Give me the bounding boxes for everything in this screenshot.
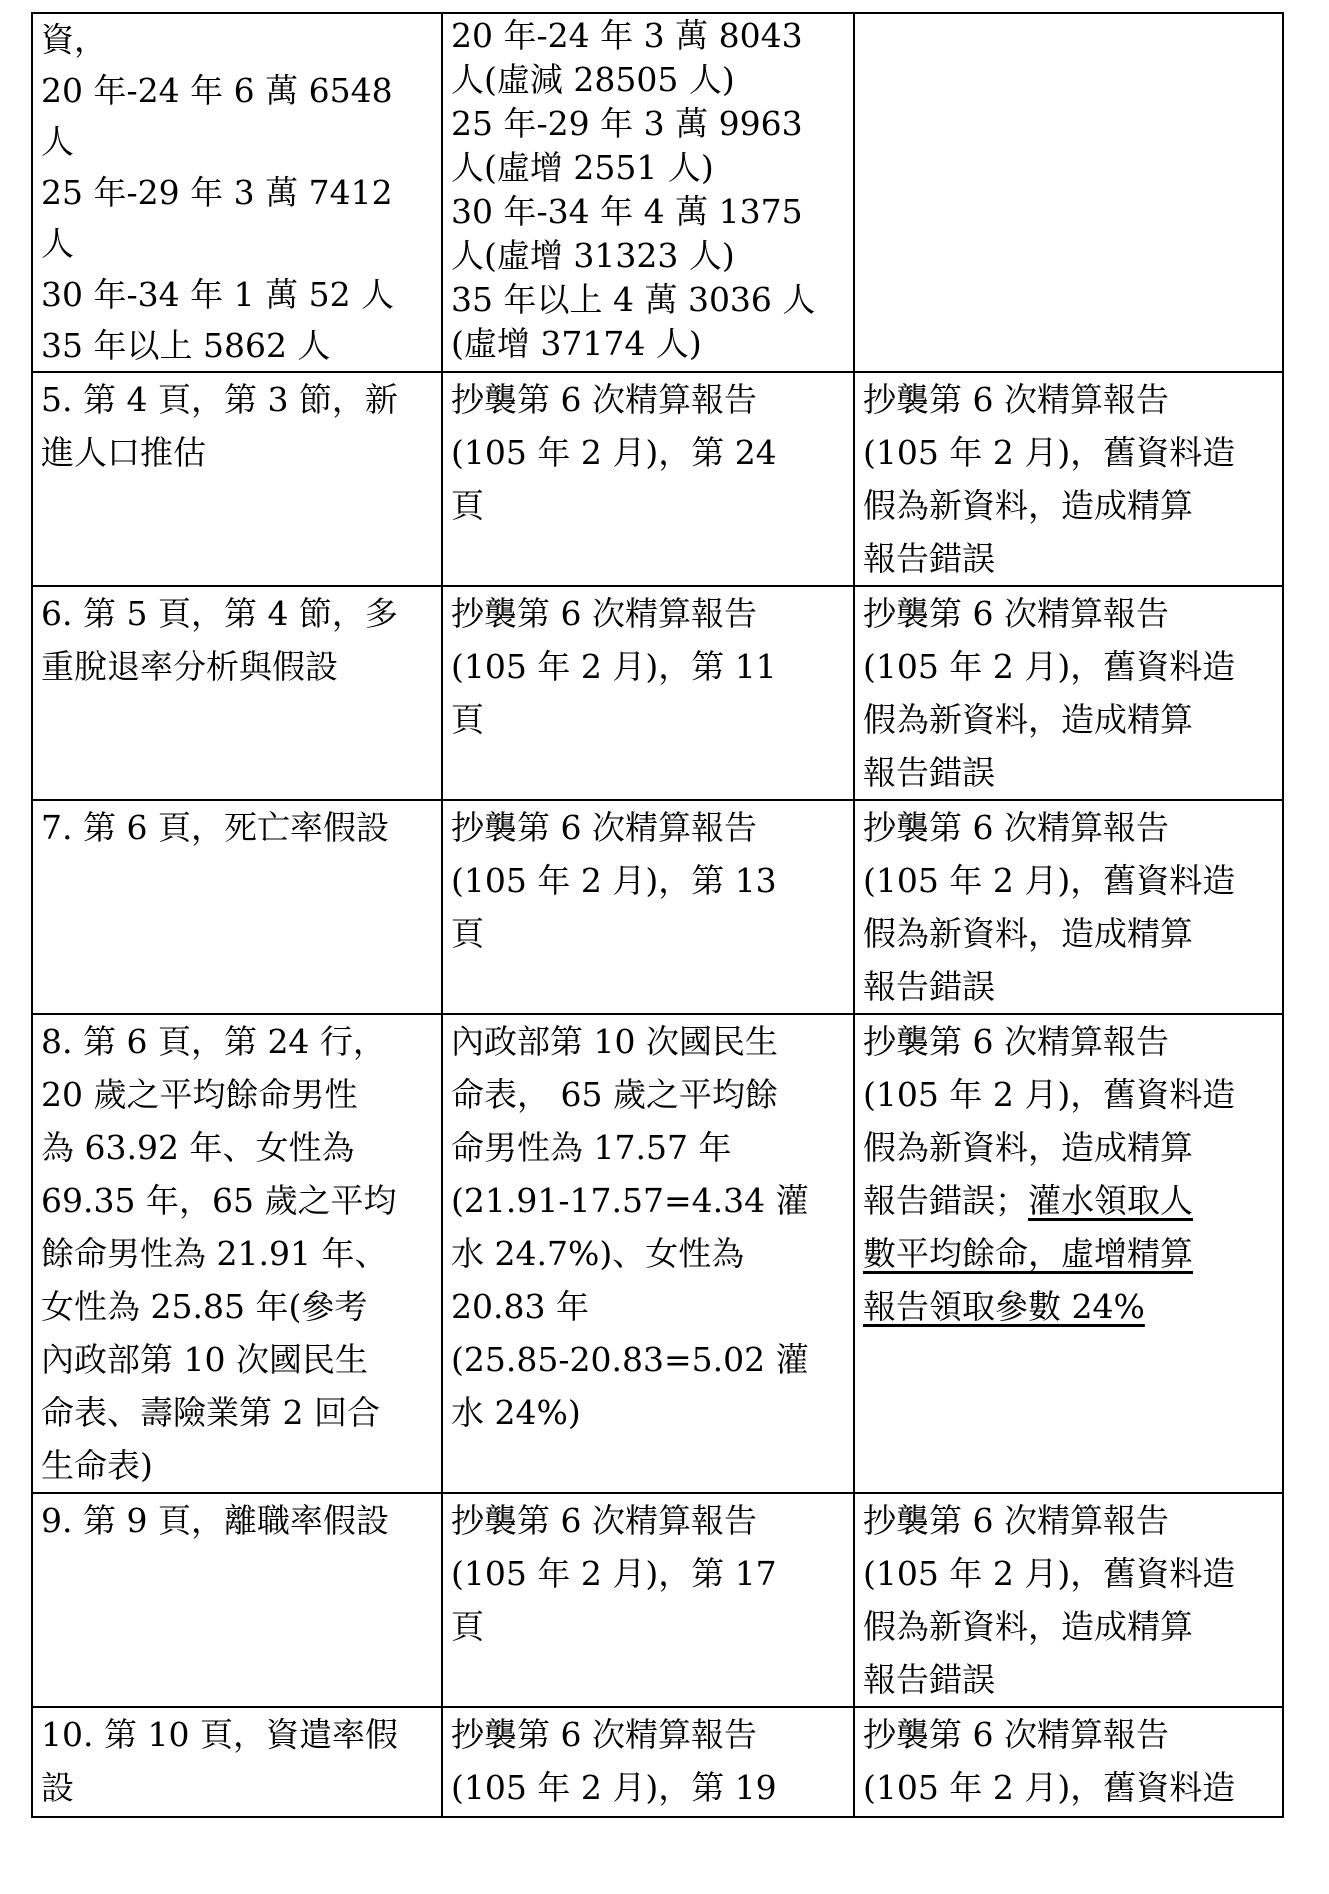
cell-remark <box>854 1493 1283 1707</box>
cell-reference <box>442 1014 854 1493</box>
cell-line: (105 年 2 月)，舊資料造 <box>863 647 1236 686</box>
cell-line: 10. 第 10 頁，資遣率假 <box>41 1715 398 1754</box>
cell-line: (105 年 2 月)，第 11 <box>451 647 777 686</box>
cell-line: (105 年 2 月)，舊資料造 <box>863 861 1236 900</box>
cell-reference <box>442 13 854 372</box>
cell-line: (105 年 2 月)，舊資料造 <box>863 1075 1236 1114</box>
cell-line: 報告錯誤 <box>863 1660 995 1699</box>
cell-line: 假為新資料，造成精算 <box>863 1128 1193 1167</box>
cell-line: 頁 <box>451 1607 484 1646</box>
cell-line: 9. 第 9 頁，離職率假設 <box>41 1501 389 1540</box>
cell-line: 頁 <box>451 700 484 739</box>
cell-line: 假為新資料，造成精算 <box>863 914 1193 953</box>
cell-line: (25.85-20.83=5.02 灌 <box>451 1340 809 1379</box>
cell-line: 35 年以上 4 萬 3036 人 <box>451 280 816 319</box>
cell-line: 20 歲之平均餘命男性 <box>41 1075 358 1114</box>
cell-line: 抄襲第 6 次精算報告 <box>451 1715 757 1754</box>
cell-line: 抄襲第 6 次精算報告 <box>451 1501 757 1540</box>
cell-line: 抄襲第 6 次精算報告 <box>451 594 757 633</box>
cell-line-mixed <box>863 1174 1276 1227</box>
cell-line: (虛增 37174 人) <box>451 324 702 363</box>
cell-line: 8. 第 6 頁，第 24 行， <box>41 1022 386 1061</box>
cell-reference <box>442 800 854 1014</box>
cell-item <box>32 1707 442 1817</box>
cell-line: 35 年以上 5862 人 <box>41 326 331 365</box>
cell-line: 人 <box>41 224 74 263</box>
underlined-line: 報告領取參數 24% <box>863 1287 1145 1326</box>
cell-line: 人(虛減 28505 人) <box>451 60 735 99</box>
cell-item <box>32 1493 442 1707</box>
cell-reference <box>442 372 854 586</box>
cell-line: 報告錯誤 <box>863 539 995 578</box>
cell-line: 水 24.7%)、女性為 <box>451 1234 745 1273</box>
cell-line: 20.83 年 <box>451 1287 589 1326</box>
cell-line: 假為新資料，造成精算 <box>863 486 1193 525</box>
cell-line: 抄襲第 6 次精算報告 <box>451 808 757 847</box>
table-row <box>32 372 1283 586</box>
table-row <box>32 1493 1283 1707</box>
cell-item <box>32 372 442 586</box>
cell-remark <box>854 13 1283 372</box>
cell-line: 7. 第 6 頁，死亡率假設 <box>41 808 389 847</box>
cell-line: 重脫退率分析與假設 <box>41 647 338 686</box>
table-row <box>32 1707 1283 1817</box>
cell-line: 人 <box>41 122 74 161</box>
cell-reference <box>442 1493 854 1707</box>
cell-item <box>32 586 442 800</box>
cell-line: 內政部第 10 次國民生 <box>41 1340 368 1379</box>
cell-line: 抄襲第 6 次精算報告 <box>863 594 1169 633</box>
cell-line: 假為新資料，造成精算 <box>863 1607 1193 1646</box>
cell-remark <box>854 372 1283 586</box>
cell-remark <box>854 800 1283 1014</box>
cell-line: 25 年-29 年 3 萬 9963 <box>451 104 803 143</box>
cell-line: (105 年 2 月)，舊資料造 <box>863 1768 1236 1807</box>
cell-reference <box>442 1707 854 1817</box>
table-row <box>32 586 1283 800</box>
cell-line: 抄襲第 6 次精算報告 <box>863 1501 1169 1540</box>
cell-remark <box>854 1014 1283 1493</box>
cell-line: 抄襲第 6 次精算報告 <box>863 1715 1169 1754</box>
cell-line: 命表， 65 歲之平均餘 <box>451 1075 778 1114</box>
cell-item <box>32 13 442 372</box>
cell-line: 人(虛增 31323 人) <box>451 236 735 275</box>
cell-line: 設 <box>41 1768 74 1807</box>
cell-line: 報告錯誤 <box>863 753 995 792</box>
cell-line: (105 年 2 月)，第 13 <box>451 861 777 900</box>
cell-line: 6. 第 5 頁，第 4 節，多 <box>41 594 398 633</box>
cell-line: 命男性為 17.57 年 <box>451 1128 732 1167</box>
cell-line: 30 年-34 年 1 萬 52 人 <box>41 275 395 314</box>
underlined-text: 灌水領取人 <box>1028 1181 1193 1220</box>
cell-line: 假為新資料，造成精算 <box>863 700 1193 739</box>
cell-line: 20 年-24 年 3 萬 8043 <box>451 16 803 55</box>
comparison-table <box>31 12 1284 1818</box>
cell-line: (105 年 2 月)，舊資料造 <box>863 433 1236 472</box>
cell-line: 抄襲第 6 次精算報告 <box>863 808 1169 847</box>
cell-line: 人(虛增 2551 人) <box>451 148 714 187</box>
cell-line: 水 24%) <box>451 1393 581 1432</box>
cell-line: 69.35 年，65 歲之平均 <box>41 1181 397 1220</box>
table-row <box>32 1014 1283 1493</box>
cell-line: 命表、壽險業第 2 回合 <box>41 1393 380 1432</box>
cell-line: (105 年 2 月)，第 17 <box>451 1554 777 1593</box>
cell-line: 內政部第 10 次國民生 <box>451 1022 778 1061</box>
cell-line: 餘命男性為 21.91 年、 <box>41 1234 388 1273</box>
cell-line: 為 63.92 年、女性為 <box>41 1128 355 1167</box>
cell-line: 抄襲第 6 次精算報告 <box>863 380 1169 419</box>
cell-line: (105 年 2 月)，第 24 <box>451 433 777 472</box>
cell-line: 頁 <box>451 486 484 525</box>
cell-line: 25 年-29 年 3 萬 7412 <box>41 173 393 212</box>
cell-remark <box>854 586 1283 800</box>
underlined-line: 數平均餘命，虛增精算 <box>863 1234 1193 1273</box>
cell-line: 20 年-24 年 6 萬 6548 <box>41 71 393 110</box>
cell-line: 抄襲第 6 次精算報告 <box>451 380 757 419</box>
table-row <box>32 800 1283 1014</box>
cell-line: 抄襲第 6 次精算報告 <box>863 1022 1169 1061</box>
cell-line: (105 年 2 月)，舊資料造 <box>863 1554 1236 1593</box>
plain-text: 報告錯誤； <box>863 1181 1028 1220</box>
cell-item <box>32 1014 442 1493</box>
cell-line: 資， <box>41 20 107 59</box>
cell-line: 報告錯誤 <box>863 967 995 1006</box>
cell-item <box>32 800 442 1014</box>
cell-line: 生命表) <box>41 1446 153 1485</box>
cell-line: 30 年-34 年 4 萬 1375 <box>451 192 803 231</box>
cell-reference <box>442 586 854 800</box>
cell-line: (21.91-17.57=4.34 灌 <box>451 1181 809 1220</box>
cell-line: (105 年 2 月)，第 19 <box>451 1768 777 1807</box>
cell-line: 女性為 25.85 年(參考 <box>41 1287 368 1326</box>
table-row <box>32 13 1283 372</box>
cell-line: 頁 <box>451 914 484 953</box>
cell-remark <box>854 1707 1283 1817</box>
cell-line: 進人口推估 <box>41 433 206 472</box>
cell-line: 5. 第 4 頁，第 3 節，新 <box>41 380 398 419</box>
